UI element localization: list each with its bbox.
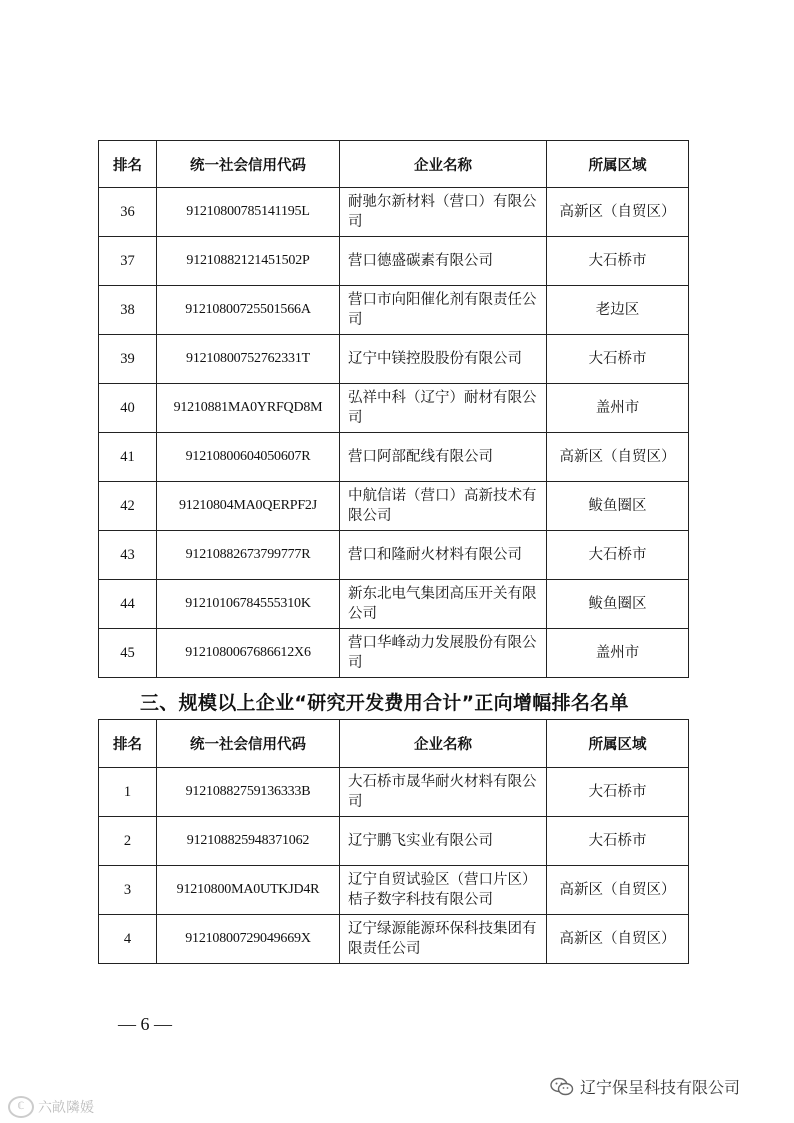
column-header: 统一社会信用代码 <box>157 141 340 188</box>
watermark-left <box>8 1096 94 1118</box>
column-header: 统一社会信用代码 <box>157 720 340 768</box>
cell-area: 高新区（自贸区） <box>547 866 689 915</box>
cell-name: 弘祥中科（辽宁）耐材有限公司 <box>340 384 547 433</box>
cell-area: 大石桥市 <box>547 335 689 384</box>
table-row <box>99 768 689 817</box>
cell-rank: 37 <box>99 237 157 286</box>
cell-rank: 39 <box>99 335 157 384</box>
column-header: 所属区域 <box>547 720 689 768</box>
table-row <box>99 629 689 678</box>
cell-area: 老边区 <box>547 286 689 335</box>
cell-area: 盖州市 <box>547 384 689 433</box>
cell-area: 高新区（自贸区） <box>547 188 689 237</box>
cell-rank: 43 <box>99 531 157 580</box>
cell-code: 91210106784555310K <box>157 580 340 629</box>
cell-rank: 1 <box>99 768 157 817</box>
table-header-row <box>99 141 689 188</box>
cell-area: 鲅鱼圈区 <box>547 580 689 629</box>
cell-code: 91210800604050607R <box>157 433 340 482</box>
cell-name: 耐驰尔新材料（营口）有限公司 <box>340 188 547 237</box>
cell-name: 营口德盛碳素有限公司 <box>340 237 547 286</box>
cell-rank: 44 <box>99 580 157 629</box>
cell-code: 91210800752762331T <box>157 335 340 384</box>
column-header: 企业名称 <box>340 720 547 768</box>
wechat-icon <box>550 1077 574 1097</box>
watermark-left-text: 六畝隣媛 <box>38 1100 94 1116</box>
cell-rank: 38 <box>99 286 157 335</box>
cell-code: 91210800729049669X <box>157 915 340 964</box>
table-row <box>99 384 689 433</box>
cell-code: 91210882759136333B <box>157 768 340 817</box>
cell-rank: 40 <box>99 384 157 433</box>
table-row <box>99 817 689 866</box>
cell-rank: 4 <box>99 915 157 964</box>
cell-area: 鲅鱼圈区 <box>547 482 689 531</box>
table-row <box>99 188 689 237</box>
cell-code: 91210800725501566A <box>157 286 340 335</box>
cell-name: 辽宁鹏飞实业有限公司 <box>340 817 547 866</box>
cell-name: 营口和隆耐火材料有限公司 <box>340 531 547 580</box>
table-row <box>99 866 689 915</box>
table-row <box>99 915 689 964</box>
watermark-logo-icon: ℂ <box>8 1096 34 1118</box>
cell-code: 912108825948371062 <box>157 817 340 866</box>
table-row <box>99 580 689 629</box>
cell-rank: 3 <box>99 866 157 915</box>
cell-name: 营口阿部配线有限公司 <box>340 433 547 482</box>
cell-code: 9121080067686612X6 <box>157 629 340 678</box>
table-row <box>99 482 689 531</box>
cell-rank: 36 <box>99 188 157 237</box>
watermark-right-text: 辽宁保呈科技有限公司 <box>580 1078 741 1097</box>
cell-code: 91210804MA0QERPF2J <box>157 482 340 531</box>
cell-code: 91210882121451502P <box>157 237 340 286</box>
cell-code: 91210800MA0UTKJD4R <box>157 866 340 915</box>
cell-rank: 2 <box>99 817 157 866</box>
column-header: 排名 <box>99 720 157 768</box>
cell-area: 盖州市 <box>547 629 689 678</box>
cell-area: 大石桥市 <box>547 817 689 866</box>
cell-code: 91210800785141195L <box>157 188 340 237</box>
cell-name: 辽宁绿源能源环保科技集团有限责任公司 <box>340 915 547 964</box>
cell-name: 营口市向阳催化剂有限责任公司 <box>340 286 547 335</box>
cell-code: 91210882673799777R <box>157 531 340 580</box>
table-header-row <box>99 720 689 768</box>
cell-name: 中航信诺（营口）高新技术有限公司 <box>340 482 547 531</box>
cell-name: 辽宁中镁控股股份有限公司 <box>340 335 547 384</box>
table-row <box>99 237 689 286</box>
table-row <box>99 433 689 482</box>
section-title: 三、规模以上企业“研究开发费用合计”正向增幅排名名单 <box>140 692 629 714</box>
page-number: — 6 — <box>118 1014 172 1034</box>
cell-area: 大石桥市 <box>547 768 689 817</box>
cell-name: 营口华峰动力发展股份有限公司 <box>340 629 547 678</box>
cell-area: 高新区（自贸区） <box>547 433 689 482</box>
column-header: 所属区域 <box>547 141 689 188</box>
watermark-right <box>550 1075 740 1098</box>
cell-area: 高新区（自贸区） <box>547 915 689 964</box>
cell-area: 大石桥市 <box>547 237 689 286</box>
cell-code: 91210881MA0YRFQD8M <box>157 384 340 433</box>
cell-rank: 45 <box>99 629 157 678</box>
cell-name: 大石桥市晟华耐火材料有限公司 <box>340 768 547 817</box>
cell-area: 大石桥市 <box>547 531 689 580</box>
column-header: 企业名称 <box>340 141 547 188</box>
table-row <box>99 286 689 335</box>
cell-name: 新东北电气集团高压开关有限公司 <box>340 580 547 629</box>
table-row <box>99 531 689 580</box>
cell-name: 辽宁自贸试验区（营口片区）桔子数字科技有限公司 <box>340 866 547 915</box>
table-row <box>99 335 689 384</box>
ranking-table-2 <box>98 719 689 964</box>
cell-rank: 41 <box>99 433 157 482</box>
column-header: 排名 <box>99 141 157 188</box>
ranking-table-1 <box>98 140 689 678</box>
cell-rank: 42 <box>99 482 157 531</box>
